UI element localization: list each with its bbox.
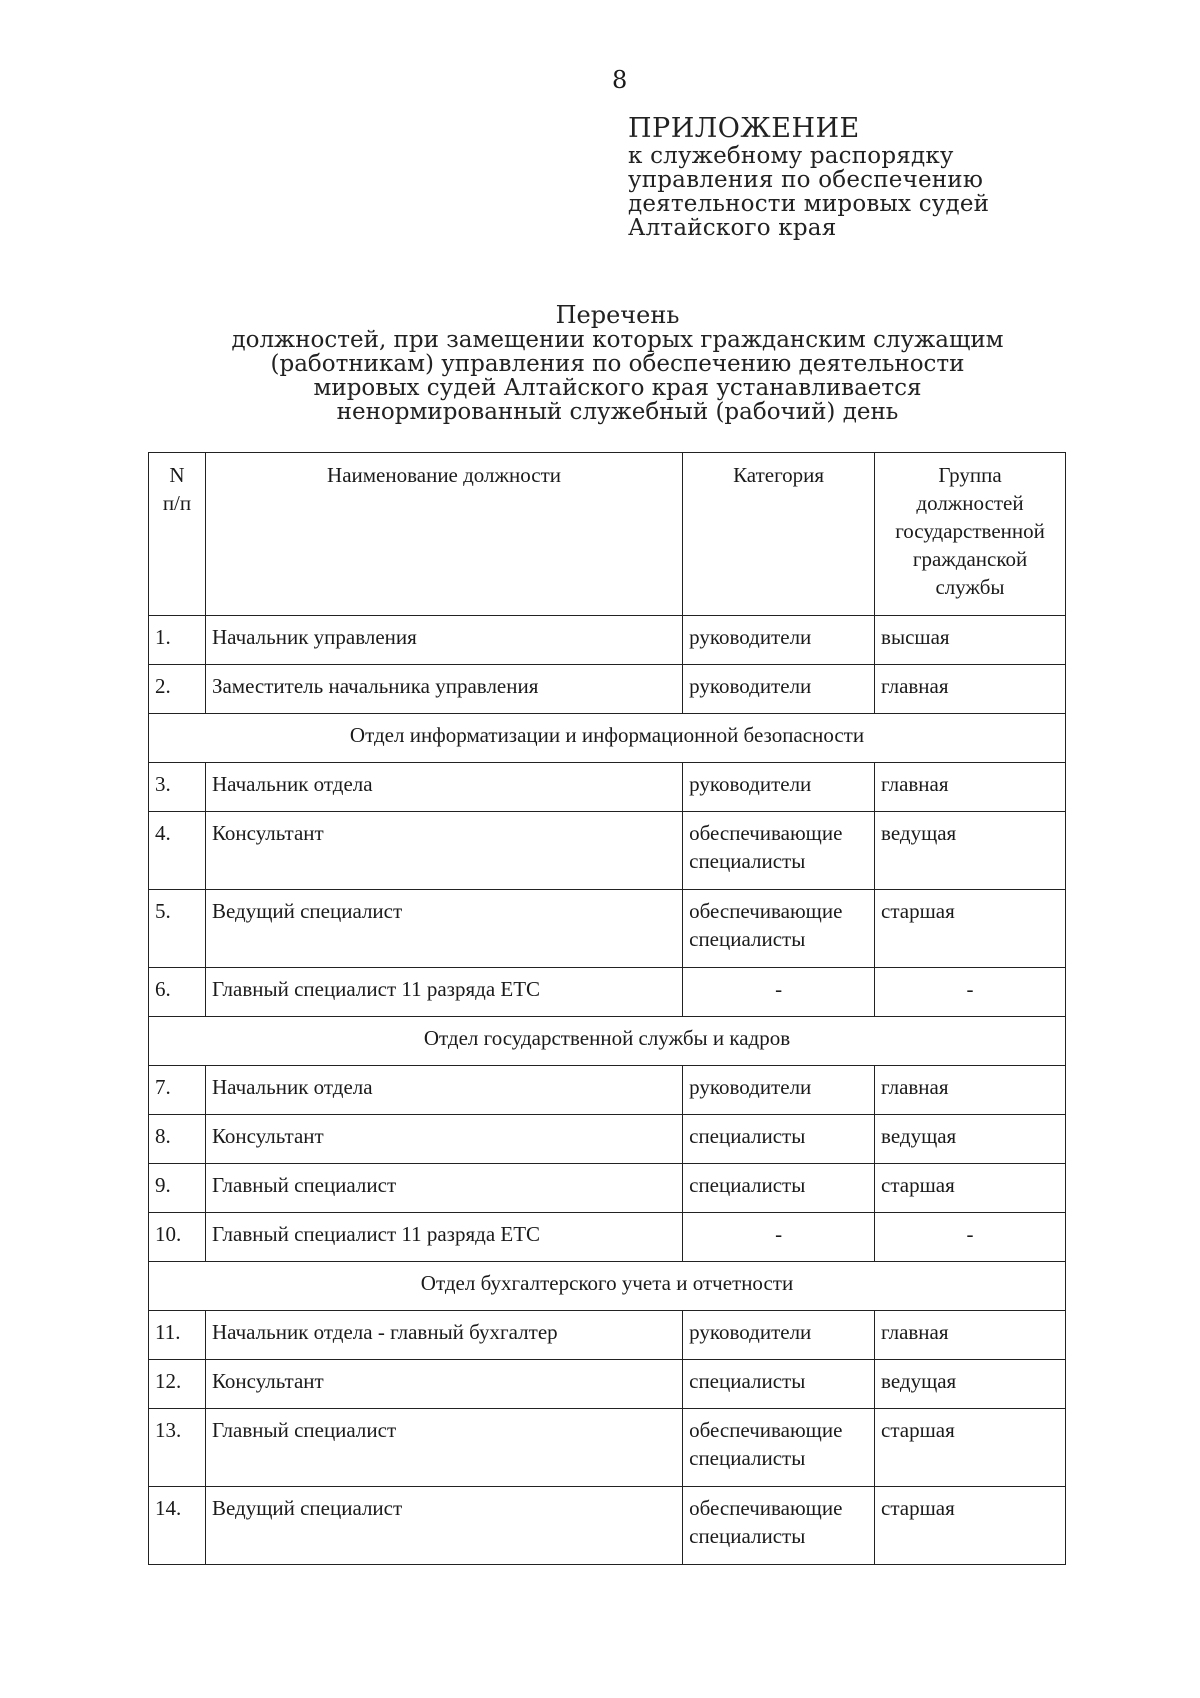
row-category <box>683 890 875 968</box>
appendix-block <box>628 114 989 240</box>
section-row <box>149 1262 1066 1311</box>
row-number: 6. <box>149 968 206 1017</box>
row-group: - <box>875 968 1066 1017</box>
row-category-line: руководители <box>689 674 812 698</box>
header-category: Категория <box>683 453 875 616</box>
heading-line: (работникам) управления по обеспечению деятельности <box>270 351 965 377</box>
row-category <box>683 1360 875 1409</box>
header-group <box>875 453 1066 616</box>
row-number: 8. <box>149 1115 206 1164</box>
row-number: 14. <box>149 1487 206 1565</box>
row-category <box>683 1066 875 1115</box>
row-group: старшая <box>875 1409 1066 1487</box>
row-position-name: Главный специалист <box>205 1409 682 1487</box>
header-group-line: Группа <box>938 463 1002 487</box>
table-header-row <box>149 453 1066 616</box>
row-position-name: Главный специалист 11 разряда ЕТС <box>205 968 682 1017</box>
row-category-line: специалисты <box>689 927 806 951</box>
row-position-name: Ведущий специалист <box>205 1487 682 1565</box>
row-group: главная <box>875 1311 1066 1360</box>
table-row <box>149 1311 1066 1360</box>
table-row <box>149 890 1066 968</box>
document-heading <box>150 302 1085 424</box>
row-category-line: руководители <box>689 772 812 796</box>
table-row <box>149 1066 1066 1115</box>
heading-title: Перечень <box>555 301 680 329</box>
row-category-line: обеспечивающие <box>689 1418 843 1442</box>
row-category <box>683 616 875 665</box>
appendix-line: управления по обеспечению <box>628 167 984 193</box>
row-position-name: Начальник отдела - главный бухгалтер <box>205 1311 682 1360</box>
row-group: ведущая <box>875 1360 1066 1409</box>
row-category <box>683 665 875 714</box>
row-category-line: руководители <box>689 625 812 649</box>
row-category-line: обеспечивающие <box>689 821 843 845</box>
row-category-line: специалисты <box>689 1124 806 1148</box>
appendix-title: ПРИЛОЖЕНИЕ <box>628 113 860 144</box>
row-position-name: Консультант <box>205 812 682 890</box>
row-category <box>683 968 875 1017</box>
row-number: 9. <box>149 1164 206 1213</box>
table-row <box>149 1360 1066 1409</box>
section-row <box>149 714 1066 763</box>
row-category <box>683 1311 875 1360</box>
header-number <box>149 453 206 616</box>
row-number: 11. <box>149 1311 206 1360</box>
row-category-line: специалисты <box>689 1524 806 1548</box>
row-position-name: Консультант <box>205 1115 682 1164</box>
table-row <box>149 616 1066 665</box>
table-row <box>149 763 1066 812</box>
row-group: ведущая <box>875 1115 1066 1164</box>
row-position-name: Главный специалист <box>205 1164 682 1213</box>
section-row <box>149 1017 1066 1066</box>
heading-line: должностей, при замещении которых гражданским служащим <box>231 327 1004 353</box>
row-position-name: Заместитель начальника управления <box>205 665 682 714</box>
header-position-name: Наименование должности <box>205 453 682 616</box>
row-category <box>683 812 875 890</box>
row-category-line: руководители <box>689 1075 812 1099</box>
row-group: главная <box>875 665 1066 714</box>
table-row <box>149 1213 1066 1262</box>
row-group: старшая <box>875 1487 1066 1565</box>
table-row <box>149 1487 1066 1565</box>
heading-line: ненормированный служебный (рабочий) день <box>336 399 899 425</box>
row-group: - <box>875 1213 1066 1262</box>
appendix-line: к служебному распорядку <box>628 143 954 169</box>
header-number-line: N <box>169 463 185 487</box>
row-category-line: специалисты <box>689 1446 806 1470</box>
section-title: Отдел государственной службы и кадров <box>149 1017 1066 1066</box>
row-group: старшая <box>875 890 1066 968</box>
positions-table <box>148 452 1066 1565</box>
row-number: 4. <box>149 812 206 890</box>
row-category <box>683 1213 875 1262</box>
section-title: Отдел информатизации и информационной безопасности <box>149 714 1066 763</box>
appendix-line: деятельности мировых судей <box>628 191 990 217</box>
row-group: главная <box>875 763 1066 812</box>
row-category <box>683 763 875 812</box>
row-number: 5. <box>149 890 206 968</box>
row-position-name: Начальник отдела <box>205 763 682 812</box>
row-position-name: Ведущий специалист <box>205 890 682 968</box>
row-group: ведущая <box>875 812 1066 890</box>
heading-line: мировых судей Алтайского края устанавливается <box>313 375 922 401</box>
row-category-line: руководители <box>689 1320 812 1344</box>
table-row <box>149 968 1066 1017</box>
row-category-line: - <box>775 1222 783 1246</box>
row-category-line: специалисты <box>689 1173 806 1197</box>
row-category <box>683 1487 875 1565</box>
row-group: старшая <box>875 1164 1066 1213</box>
table-row <box>149 1115 1066 1164</box>
header-number-line: п/п <box>162 491 192 515</box>
row-group: высшая <box>875 616 1066 665</box>
table-body <box>149 616 1066 1565</box>
table-row <box>149 665 1066 714</box>
header-group-line: гражданской <box>912 547 1028 571</box>
table-row <box>149 1409 1066 1487</box>
row-position-name: Консультант <box>205 1360 682 1409</box>
row-category <box>683 1409 875 1487</box>
row-position-name: Главный специалист 11 разряда ЕТС <box>205 1213 682 1262</box>
row-number: 13. <box>149 1409 206 1487</box>
row-number: 1. <box>149 616 206 665</box>
row-category-line: - <box>775 977 783 1001</box>
header-group-line: должностей <box>916 491 1024 515</box>
row-category <box>683 1115 875 1164</box>
row-number: 3. <box>149 763 206 812</box>
header-group-line: службы <box>935 575 1005 599</box>
row-category <box>683 1164 875 1213</box>
table-row <box>149 1164 1066 1213</box>
section-title: Отдел бухгалтерского учета и отчетности <box>149 1262 1066 1311</box>
row-number: 12. <box>149 1360 206 1409</box>
page-number: 8 <box>612 66 628 94</box>
row-category-line: обеспечивающие <box>689 899 843 923</box>
row-number: 2. <box>149 665 206 714</box>
row-category-line: обеспечивающие <box>689 1496 843 1520</box>
row-position-name: Начальник отдела <box>205 1066 682 1115</box>
table-row <box>149 812 1066 890</box>
row-number: 7. <box>149 1066 206 1115</box>
row-position-name: Начальник управления <box>205 616 682 665</box>
row-category-line: специалисты <box>689 1369 806 1393</box>
header-group-line: государственной <box>895 519 1045 543</box>
appendix-line: Алтайского края <box>628 215 837 241</box>
row-number: 10. <box>149 1213 206 1262</box>
row-group: главная <box>875 1066 1066 1115</box>
row-category-line: специалисты <box>689 849 806 873</box>
